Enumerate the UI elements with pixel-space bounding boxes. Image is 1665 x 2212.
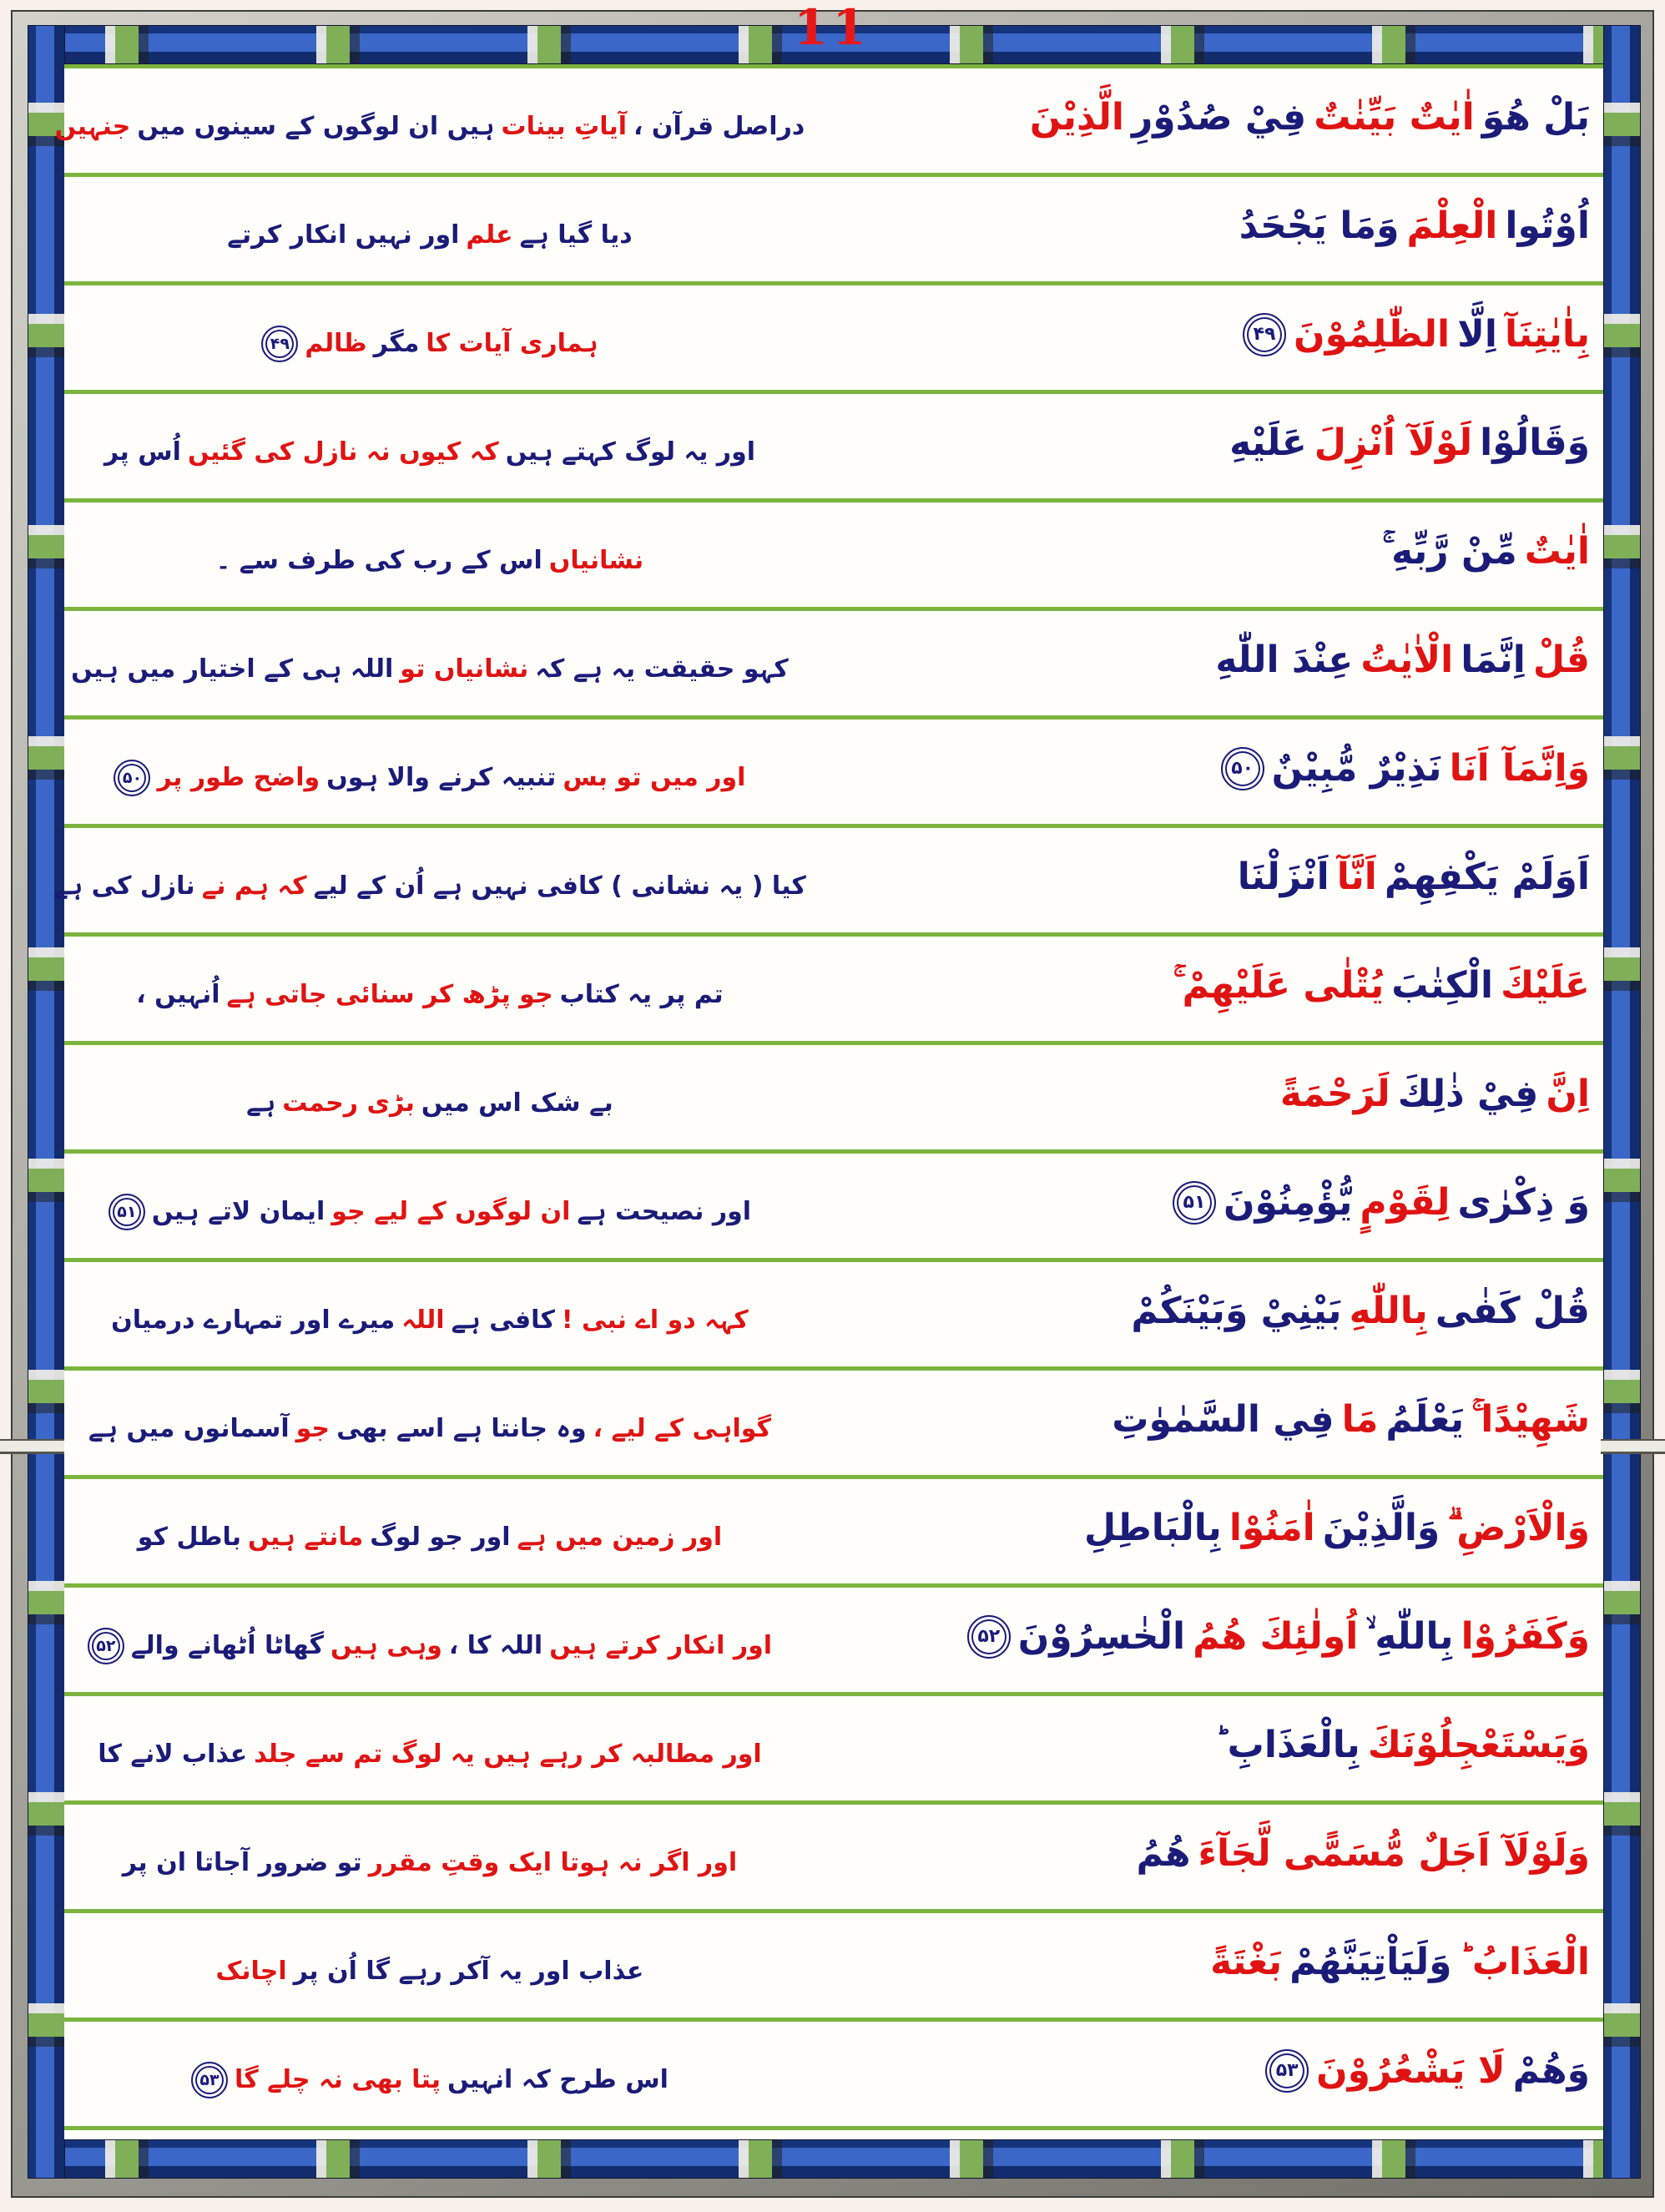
arabic-verse [795, 394, 1603, 498]
urdu-text-segment: آسمانوں میں ہے [88, 1413, 290, 1443]
urdu-text-segment: نازل کی ہے [53, 871, 195, 901]
urdu-text-segment: اور نہیں انکار کرتے [227, 220, 460, 250]
urdu-text-segment: اُس پر [103, 437, 181, 467]
urdu-translation [64, 1262, 795, 1366]
arabic-text-segment: بِاللّٰهِ [1349, 1289, 1428, 1332]
verse-number-medallion: ۵۳ [191, 2062, 228, 2098]
verse-row [64, 281, 1603, 390]
arabic-text-segment: بِاللّٰهِ ۙ [1365, 1614, 1454, 1658]
arabic-verse [795, 1045, 1603, 1149]
arabic-text-segment: وَلَيَاْتِيَنَّهُمْ [1289, 1940, 1452, 1983]
verse-row [64, 1149, 1603, 1258]
arabic-text-segment: فِي السَّمٰوٰتِ [1112, 1397, 1335, 1441]
urdu-text-segment: نشانیاں تو [400, 654, 529, 684]
urdu-text-segment: اللہ کا ، [448, 1630, 543, 1660]
verse-row [53, 824, 1603, 932]
urdu-text-segment: واضح طور پر [157, 762, 320, 792]
urdu-translation [64, 1154, 795, 1258]
page-number: 11 [794, 0, 871, 56]
arabic-text-segment: اُولٰئِكَ هُمُ [1193, 1614, 1359, 1658]
verse-number-medallion: ۵۳ [1265, 2049, 1309, 2093]
urdu-text-segment: اُنہیں ، [136, 979, 220, 1009]
arabic-verse [795, 1479, 1603, 1583]
arabic-text-segment: وَكَفَرُوْا [1461, 1614, 1590, 1658]
verse-row [64, 1909, 1603, 2018]
urdu-text-segment: اور نصیحت ہے [577, 1196, 752, 1226]
arabic-text-segment: شَهِيْدًا ۚ [1471, 1397, 1590, 1441]
urdu-text-segment: ہماری آیات کا [426, 328, 598, 358]
urdu-translation [64, 502, 795, 607]
urdu-translation [64, 1479, 795, 1583]
arabic-text-segment: بِالْعَذَابِ ؕ [1214, 1723, 1360, 1766]
urdu-text-segment: آیاتِ بینات [501, 111, 628, 141]
urdu-translation [53, 828, 806, 932]
arabic-text-segment: وَالْاَرْضِ ۗ [1447, 1506, 1590, 1549]
verse-row [64, 1800, 1603, 1909]
verse-row [64, 607, 1603, 715]
urdu-text-segment: کافی ہے [451, 1305, 555, 1335]
verse-row [64, 1366, 1603, 1475]
verse-row [54, 64, 1603, 173]
arabic-text-segment: يُّؤْمِنُوْنَ [1223, 1180, 1353, 1224]
urdu-translation [64, 177, 795, 281]
urdu-translation [64, 1805, 795, 1909]
urdu-translation [64, 1913, 795, 2018]
urdu-text-segment: جو پڑھ کر سنائی جاتی ہے [226, 979, 553, 1009]
arabic-text-segment: اَنْزَلْنَا [1237, 855, 1329, 898]
arabic-text-segment: بِالْبَاطِلِ [1084, 1506, 1222, 1549]
urdu-text-segment: گواہی کے لیے ، [593, 1413, 771, 1443]
urdu-text-segment: کہ کیوں نہ نازل کی گئیں [187, 437, 499, 467]
urdu-text-segment: کہ ہم نے [201, 871, 307, 901]
verse-number-medallion: ۵۲ [88, 1628, 124, 1664]
urdu-text-segment: اور اگر نہ ہوتا ایک وقتِ مقرر [368, 1847, 738, 1877]
text-panel [53, 64, 1603, 2139]
arabic-verse [795, 720, 1603, 824]
arabic-text-segment: وَقَالُوْا [1480, 421, 1590, 464]
arabic-text-segment: الْعَذَابُ ؕ [1459, 1940, 1590, 1983]
arabic-text-segment: لِقَوْمٍ [1360, 1180, 1451, 1224]
arabic-text-segment: لَرَحْمَةً [1279, 1072, 1390, 1115]
urdu-translation [64, 2022, 795, 2126]
urdu-text-segment: اور انکار کرتے ہیں [549, 1630, 773, 1660]
urdu-text-segment: پتا بھی نہ چلے گا [234, 2064, 441, 2094]
urdu-text-segment: تو ضرور آجاتا ان پر [122, 1847, 362, 1877]
verse-row [64, 932, 1603, 1041]
urdu-text-segment: ان لوگوں کے لیے جو [331, 1196, 571, 1226]
urdu-text-segment: کیا ( یہ نشانی ) کافی نہیں ہے اُن کے لیے [313, 871, 806, 901]
arabic-text-segment: الْاٰيٰتُ [1360, 638, 1454, 681]
arabic-text-segment: لَا يَشْعُرُوْنَ [1316, 2048, 1506, 2092]
urdu-text-segment: باطل کو [137, 1522, 242, 1552]
urdu-text-segment: مگر [373, 328, 420, 358]
arabic-text-segment: وَالَّذِيْنَ [1322, 1506, 1440, 1549]
arabic-text-segment: اِنَّمَا [1461, 638, 1526, 681]
urdu-text-segment: کہو حقیقت یہ ہے کہ [535, 654, 789, 684]
urdu-text-segment: اچانک [215, 1956, 287, 1986]
urdu-text-segment: اور جو لوگ [370, 1522, 511, 1552]
urdu-text-segment: نشانیاں [548, 545, 644, 575]
urdu-text-segment: تم پر یہ کتاب [559, 979, 724, 1009]
urdu-text-segment: جنہیں [54, 111, 131, 141]
arabic-text-segment: بِاٰيٰتِنَآ [1504, 312, 1590, 356]
verse-number-medallion: ۵۰ [114, 760, 150, 796]
arabic-text-segment: لَوْلَآ اُنْزِلَ [1314, 421, 1473, 464]
urdu-text-segment: گھاٹا اُٹھانے والے [130, 1630, 324, 1660]
arabic-verse [795, 828, 1603, 932]
verse-row [64, 173, 1603, 281]
border-ornament-bottom [28, 2139, 1640, 2179]
arabic-text-segment: وَيَسْتَعْجِلُوْنَكَ [1367, 1723, 1590, 1766]
verse-number-medallion: ۵۲ [967, 1615, 1011, 1659]
arabic-text-segment: عِنْدَ اللّٰهِ [1215, 638, 1354, 681]
verse-row [64, 1692, 1603, 1800]
verse-row [64, 1583, 1603, 1692]
arabic-verse [795, 1371, 1603, 1475]
urdu-text-segment: اللہ [401, 1305, 445, 1335]
urdu-translation [64, 1371, 795, 1475]
verse-row [64, 1258, 1603, 1366]
verse-number-medallion: ۵۰ [1221, 747, 1264, 790]
arabic-text-segment: نَذِيْرٌ مُّبِيْنٌ [1271, 746, 1442, 790]
arabic-text-segment: هُمُ [1136, 1831, 1191, 1875]
arabic-text-segment: اٰيٰتٌ [1524, 529, 1590, 573]
arabic-text-segment: اَنَّآ [1336, 855, 1377, 898]
urdu-text-segment: تنبیہ کرنے والا ہوں [326, 762, 557, 792]
verse-row [64, 1475, 1603, 1583]
arabic-text-segment: يَعْلَمُ [1385, 1397, 1465, 1441]
urdu-text-segment: اور زمین میں ہے [517, 1522, 723, 1552]
verse-number-medallion: ۵۱ [108, 1194, 145, 1230]
arabic-verse [795, 285, 1603, 390]
arabic-text-segment: مِّنْ رَّبِّهِ ۚ [1382, 529, 1517, 573]
urdu-text-segment: وہ جانتا ہے اسے بھی [336, 1413, 587, 1443]
arabic-text-segment: اُوْتُوا [1505, 204, 1590, 247]
arabic-text-segment: الْخٰسِرُوْنَ [1017, 1614, 1186, 1658]
arabic-text-segment: قُلْ كَفٰى [1435, 1289, 1590, 1332]
urdu-translation [64, 1696, 795, 1800]
arabic-text-segment: وَهُمْ [1512, 2048, 1590, 2092]
verse-row [64, 1041, 1603, 1149]
urdu-translation [54, 68, 805, 173]
verse-row [64, 2018, 1603, 2126]
urdu-translation [64, 720, 795, 824]
urdu-text-segment: ظالم [305, 328, 367, 358]
urdu-text-segment: عذاب اور یہ آکر رہے گا اُن پر [293, 1956, 644, 1986]
urdu-text-segment: مانتے ہیں [248, 1522, 364, 1552]
arabic-text-segment: بَلْ هُوَ [1481, 95, 1590, 139]
urdu-text-segment: دیا گیا ہے [519, 220, 633, 250]
urdu-text-segment: جو [295, 1413, 330, 1443]
arabic-text-segment: الْكِتٰبَ [1391, 963, 1494, 1007]
arabic-verse [795, 611, 1603, 715]
arabic-text-segment: عَلَيْهِ [1229, 421, 1307, 464]
arabic-verse [795, 1913, 1603, 2018]
arabic-text-segment: فِيْ صُدُوْرِ [1131, 95, 1307, 139]
arabic-text-segment: مَا [1341, 1397, 1379, 1441]
arabic-text-segment: وَلَوْلَآ اَجَلٌ مُّسَمًّى لَّجَآءَ [1198, 1831, 1590, 1875]
verse-number-medallion: ۴۹ [1243, 313, 1286, 356]
arabic-verse [795, 177, 1603, 281]
verse-rows [53, 64, 1603, 2130]
urdu-translation [64, 1045, 795, 1149]
border-ornament-left [28, 25, 65, 2179]
urdu-translation [64, 394, 795, 498]
urdu-text-segment: بے شک اس میں [421, 1088, 613, 1118]
arabic-verse [795, 1262, 1603, 1366]
verse-row [64, 715, 1603, 824]
arabic-text-segment: الْعِلْمَ [1406, 204, 1498, 247]
urdu-text-segment: ہے [246, 1088, 276, 1118]
arabic-text-segment: وَ ذِكْرٰى [1457, 1180, 1590, 1224]
arabic-text-segment: عَلَيْكَ [1501, 963, 1590, 1007]
arabic-verse [795, 1696, 1603, 1800]
arabic-verse [795, 2022, 1603, 2126]
urdu-translation [64, 285, 795, 390]
urdu-text-segment: وہی ہیں [330, 1630, 442, 1660]
border-ornament-right [1603, 25, 1641, 2179]
arabic-text-segment: يُتْلٰى عَلَيْهِمْ ۚ [1173, 963, 1385, 1007]
arabic-text-segment: الظّٰلِمُوْنَ [1294, 312, 1451, 356]
arabic-text-segment: الَّذِيْنَ [1029, 95, 1124, 139]
arabic-verse [795, 1588, 1603, 1692]
urdu-text-segment: بڑی رحمت [282, 1088, 415, 1118]
arabic-verse [795, 937, 1603, 1041]
arabic-verse [795, 68, 1603, 173]
urdu-text-segment: اور میں تو بس [563, 762, 746, 792]
urdu-translation [64, 1588, 795, 1692]
arabic-verse [795, 1805, 1603, 1909]
urdu-text-segment: اس کے رب کی طرف سے ۔ [215, 545, 542, 575]
urdu-text-segment: اللہ ہی کے اختیار میں ہیں [71, 654, 394, 684]
verse-row [64, 390, 1603, 498]
urdu-text-segment: ہیں ان لوگوں کے سینوں میں [137, 111, 495, 141]
arabic-text-segment: اِنَّ [1546, 1072, 1590, 1115]
verse-number-medallion: ۵۱ [1173, 1181, 1216, 1225]
arabic-verse [795, 1154, 1603, 1258]
urdu-text-segment: کہہ دو اے نبی ! [561, 1305, 749, 1335]
arabic-text-segment: اٰيٰتٌ بَيِّنٰتٌ [1314, 95, 1475, 139]
urdu-text-segment: ایمان لاتے ہیں [151, 1196, 325, 1226]
arabic-text-segment: بَيْنِيْ وَبَيْنَكُمْ [1131, 1289, 1342, 1332]
scan-seam-left [0, 1439, 64, 1454]
arabic-text-segment: اِلَّا [1457, 312, 1497, 356]
verse-number-medallion: ۴۹ [261, 326, 298, 362]
urdu-translation [64, 937, 795, 1041]
urdu-translation [64, 611, 795, 715]
arabic-text-segment: اَوَلَمْ يَكْفِهِمْ [1384, 855, 1590, 898]
arabic-text-segment: وَمَا يَجْحَدُ [1239, 204, 1400, 247]
arabic-text-segment: قُلْ [1532, 638, 1590, 681]
arabic-text-segment: فِيْ ذٰلِكَ [1397, 1072, 1539, 1115]
urdu-text-segment: عذاب لانے کا [98, 1739, 248, 1769]
urdu-text-segment: علم [466, 220, 513, 250]
urdu-text-segment: اور یہ لوگ کہتے ہیں [505, 437, 756, 467]
arabic-verse [795, 502, 1603, 607]
urdu-text-segment: میرے اور تمہارے درمیان [111, 1305, 396, 1335]
urdu-text-segment: دراصل قرآن ، [633, 111, 805, 141]
arabic-text-segment: بَغْتَةً [1210, 1940, 1283, 1983]
arabic-text-segment: وَاِنَّمَآ اَنَا [1449, 746, 1590, 790]
urdu-text-segment: اس طرح کہ انہیں [447, 2064, 669, 2094]
scan-seam-right [1601, 1439, 1665, 1454]
verse-row [64, 498, 1603, 607]
urdu-text-segment: اور مطالبہ کر رہے ہیں یہ لوگ تم سے جلد [254, 1739, 762, 1769]
arabic-text-segment: اٰمَنُوْا [1229, 1506, 1315, 1549]
